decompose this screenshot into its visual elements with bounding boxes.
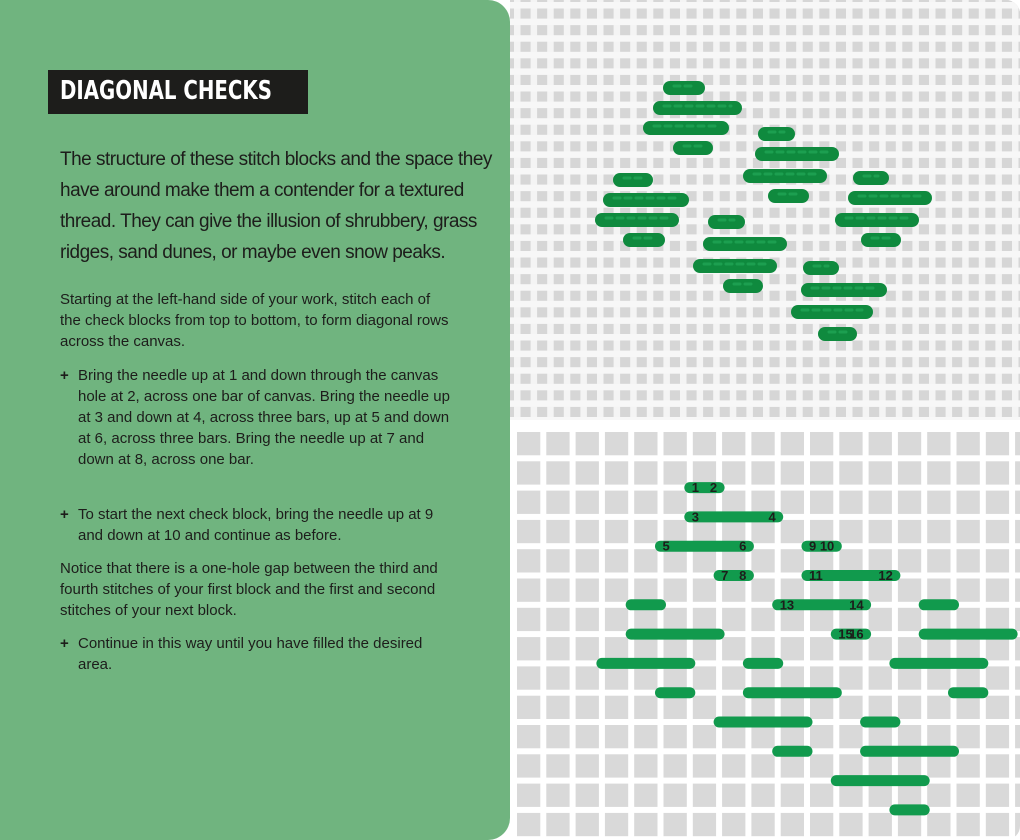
plus-icon: + <box>60 635 69 652</box>
canvas-hole <box>664 754 687 777</box>
canvas-hole <box>781 666 804 689</box>
canvas-hole <box>839 813 862 836</box>
canvas-thread-horizontal <box>510 52 1020 59</box>
canvas-hole <box>605 491 628 514</box>
canvas-hole <box>869 696 892 719</box>
stitch-number-label: 3 <box>691 509 700 525</box>
canvas-hole <box>693 549 716 572</box>
canvas-thread-horizontal <box>510 68 1020 75</box>
canvas-hole <box>810 637 833 660</box>
bullet-text-3: Continue in this way until you have filled the desired area. <box>78 635 423 673</box>
stitch-photo <box>510 0 1020 420</box>
stitch-number-label: 12 <box>878 568 893 583</box>
stitch-number-label: 1 <box>691 480 700 496</box>
canvas-hole <box>605 579 628 602</box>
canvas-hole <box>634 579 657 602</box>
canvas-hole <box>517 813 540 836</box>
canvas-hole <box>546 725 569 748</box>
canvas-hole <box>957 813 980 836</box>
canvas-hole <box>546 491 569 514</box>
canvas-hole <box>634 725 657 748</box>
canvas-hole <box>722 725 745 748</box>
stitch-number-label: 16 <box>849 626 864 642</box>
canvas-hole <box>693 725 716 748</box>
canvas-hole <box>605 725 628 748</box>
canvas-hole <box>1015 725 1020 748</box>
canvas-hole <box>957 520 980 543</box>
canvas-hole <box>810 813 833 836</box>
canvas-hole <box>634 608 657 631</box>
canvas-hole <box>839 666 862 689</box>
canvas-thread-horizontal <box>510 351 1020 358</box>
canvas-hole <box>898 432 921 455</box>
canvas-hole <box>546 666 569 689</box>
canvas-hole <box>927 549 950 572</box>
canvas-hole <box>546 784 569 807</box>
canvas-hole <box>664 696 687 719</box>
canvas-hole <box>1015 784 1020 807</box>
canvas-hole <box>986 520 1009 543</box>
canvas-thread-horizontal <box>510 384 1020 391</box>
intro-paragraph: The structure of these stitch blocks and the space they have around make them a contender for a textured thread. They can give the illusion of shrubbery, grass ridges, sand dunes, or maybe even snow peaks. <box>60 149 492 263</box>
canvas-hole <box>517 491 540 514</box>
canvas-hole <box>810 754 833 777</box>
canvas-hole <box>517 784 540 807</box>
stitch-number-label: 5 <box>662 538 670 554</box>
canvas-hole <box>664 813 687 836</box>
canvas-hole <box>693 432 716 455</box>
canvas-hole <box>781 491 804 514</box>
stitch-number-label: 8 <box>739 568 747 583</box>
canvas-hole <box>517 461 540 484</box>
canvas-hole <box>546 813 569 836</box>
canvas-hole <box>546 637 569 660</box>
canvas-hole <box>576 608 599 631</box>
canvas-hole <box>781 637 804 660</box>
stitch-number-label: 13 <box>779 597 795 613</box>
canvas-hole <box>781 813 804 836</box>
bullet-text-1: Bring the needle up at 1 and down through the canvas hole at 2, across one bar of canvas. Bring the needle up at 3 and down at 4, across three bars, up at 5 and down at 6, across three bars. Bring the needle up at 7 and down at 8, across one bar. <box>78 367 450 468</box>
plus-icon: + <box>60 506 69 523</box>
canvas-hole <box>1015 696 1020 719</box>
canvas-hole <box>605 432 628 455</box>
canvas-hole <box>546 579 569 602</box>
canvas-hole <box>751 461 774 484</box>
canvas-hole <box>839 461 862 484</box>
canvas-hole <box>722 608 745 631</box>
stitch-number-label: 14 <box>849 597 864 613</box>
canvas-hole <box>781 461 804 484</box>
canvas-hole <box>634 754 657 777</box>
canvas-hole <box>986 579 1009 602</box>
canvas-hole <box>664 461 687 484</box>
canvas-hole <box>986 608 1009 631</box>
canvas-hole <box>576 666 599 689</box>
canvas-hole <box>546 461 569 484</box>
stitch-number-label: 10 <box>819 538 835 554</box>
canvas-hole <box>722 491 745 514</box>
canvas-hole <box>664 784 687 807</box>
canvas-hole <box>546 432 569 455</box>
canvas-hole <box>605 696 628 719</box>
canvas-hole <box>898 491 921 514</box>
canvas-thread-horizontal <box>510 19 1020 26</box>
canvas-hole <box>751 666 774 689</box>
stitch-number-label: 4 <box>768 509 776 525</box>
canvas-hole <box>839 491 862 514</box>
canvas-hole <box>751 696 774 719</box>
canvas-hole <box>898 608 921 631</box>
canvas-hole <box>693 666 716 689</box>
canvas-hole <box>576 549 599 572</box>
canvas-hole <box>605 461 628 484</box>
canvas-hole <box>957 608 980 631</box>
canvas-hole <box>810 725 833 748</box>
canvas-hole <box>693 608 716 631</box>
canvas-hole <box>751 637 774 660</box>
canvas-hole <box>751 579 774 602</box>
canvas-hole <box>986 461 1009 484</box>
canvas-hole <box>751 432 774 455</box>
canvas-hole <box>986 696 1009 719</box>
canvas-hole <box>986 666 1009 689</box>
canvas-hole <box>869 784 892 807</box>
canvas-hole <box>869 637 892 660</box>
canvas-hole <box>810 608 833 631</box>
stitch-number-label: 2 <box>709 480 718 496</box>
canvas-hole <box>839 549 862 572</box>
canvas-hole <box>898 579 921 602</box>
canvas-thread-horizontal <box>510 85 1020 92</box>
canvas-hole <box>576 637 599 660</box>
canvas-thread-horizontal <box>510 118 1020 125</box>
canvas-hole <box>898 666 921 689</box>
canvas-hole <box>634 784 657 807</box>
canvas-hole <box>898 754 921 777</box>
canvas-hole <box>957 725 980 748</box>
canvas-hole <box>664 637 687 660</box>
canvas-hole <box>869 432 892 455</box>
canvas-hole <box>751 813 774 836</box>
canvas-hole <box>693 579 716 602</box>
stitch-chart-diagram <box>510 420 1020 840</box>
canvas-hole <box>839 754 862 777</box>
canvas-hole <box>1015 520 1020 543</box>
page-title: DIAGONAL CHECKS <box>60 76 272 106</box>
canvas-hole <box>957 579 980 602</box>
canvas-hole <box>810 461 833 484</box>
canvas-hole <box>634 666 657 689</box>
stitch-number-label: 11 <box>809 568 823 583</box>
canvas-hole <box>693 754 716 777</box>
canvas-hole <box>722 784 745 807</box>
canvas-hole <box>986 549 1009 572</box>
canvas-hole <box>546 549 569 572</box>
canvas-hole <box>781 725 804 748</box>
stitch-chart <box>510 420 1020 840</box>
canvas-hole <box>1015 432 1020 455</box>
canvas-hole <box>781 432 804 455</box>
canvas-hole <box>634 549 657 572</box>
canvas-hole <box>634 637 657 660</box>
canvas-hole <box>605 784 628 807</box>
canvas-hole <box>751 784 774 807</box>
canvas-hole <box>810 491 833 514</box>
stitch-number-label: 7 <box>721 568 729 583</box>
canvas-hole <box>869 520 892 543</box>
canvas-hole <box>1015 461 1020 484</box>
canvas-hole <box>927 579 950 602</box>
title-box <box>48 70 308 114</box>
canvas-thread-horizontal <box>510 2 1020 9</box>
canvas-hole <box>839 696 862 719</box>
canvas-hole <box>517 608 540 631</box>
canvas-hole <box>576 754 599 777</box>
canvas-hole <box>986 491 1009 514</box>
canvas-hole <box>869 608 892 631</box>
canvas-hole <box>605 549 628 572</box>
canvas-hole <box>869 813 892 836</box>
canvas-hole <box>927 784 950 807</box>
canvas-hole <box>986 637 1009 660</box>
canvas-hole <box>869 666 892 689</box>
canvas-hole <box>781 754 804 777</box>
canvas-hole <box>927 491 950 514</box>
canvas-hole <box>605 520 628 543</box>
canvas-hole <box>898 696 921 719</box>
canvas-hole <box>1015 549 1020 572</box>
canvas-hole <box>605 754 628 777</box>
canvas-hole <box>546 696 569 719</box>
canvas-hole <box>810 432 833 455</box>
canvas-hole <box>517 520 540 543</box>
canvas-hole <box>810 666 833 689</box>
canvas-hole <box>722 813 745 836</box>
canvas-thread-horizontal <box>510 317 1020 324</box>
canvas-hole <box>898 520 921 543</box>
canvas-hole <box>664 666 687 689</box>
canvas-hole <box>869 491 892 514</box>
canvas-hole <box>576 461 599 484</box>
canvas-hole <box>1015 813 1020 836</box>
canvas-hole <box>781 549 804 572</box>
canvas-hole <box>1015 666 1020 689</box>
canvas-thread-horizontal <box>510 334 1020 341</box>
canvas-hole <box>634 461 657 484</box>
canvas-thread-horizontal <box>510 400 1020 407</box>
canvas-hole <box>576 784 599 807</box>
canvas-hole <box>634 432 657 455</box>
canvas-thread-horizontal <box>510 251 1020 258</box>
canvas-hole <box>517 666 540 689</box>
canvas-hole <box>517 549 540 572</box>
canvas-hole <box>986 432 1009 455</box>
canvas-hole <box>986 754 1009 777</box>
canvas-hole <box>898 637 921 660</box>
canvas-hole <box>869 461 892 484</box>
canvas-hole <box>1015 608 1020 631</box>
canvas-hole <box>546 754 569 777</box>
canvas-hole <box>839 432 862 455</box>
canvas-hole <box>664 725 687 748</box>
canvas-hole <box>957 549 980 572</box>
canvas-hole <box>634 520 657 543</box>
canvas-hole <box>898 549 921 572</box>
canvas-hole <box>751 725 774 748</box>
canvas-hole <box>605 813 628 836</box>
canvas-hole <box>957 491 980 514</box>
canvas-hole <box>927 637 950 660</box>
canvas-thread-horizontal <box>510 301 1020 308</box>
canvas-hole <box>869 725 892 748</box>
canvas-hole <box>517 696 540 719</box>
canvas-hole <box>957 666 980 689</box>
canvas-hole <box>664 491 687 514</box>
canvas-hole <box>546 520 569 543</box>
canvas-hole <box>576 813 599 836</box>
canvas-hole <box>693 784 716 807</box>
canvas-hole <box>693 813 716 836</box>
canvas-hole <box>957 637 980 660</box>
canvas-hole <box>839 520 862 543</box>
canvas-thread-horizontal <box>510 185 1020 192</box>
canvas-hole <box>546 608 569 631</box>
canvas-hole <box>927 725 950 748</box>
canvas-hole <box>664 579 687 602</box>
canvas-hole <box>898 461 921 484</box>
stitch-number-label: 9 <box>809 538 817 554</box>
canvas-hole <box>781 696 804 719</box>
canvas-hole <box>751 608 774 631</box>
canvas-hole <box>781 520 804 543</box>
canvas-hole <box>664 432 687 455</box>
canvas-hole <box>1015 754 1020 777</box>
canvas-hole <box>781 784 804 807</box>
canvas-thread-horizontal <box>510 218 1020 225</box>
canvas-hole <box>957 432 980 455</box>
canvas-hole <box>810 696 833 719</box>
canvas-hole <box>576 432 599 455</box>
canvas-hole <box>751 754 774 777</box>
canvas-hole <box>605 608 628 631</box>
canvas-hole <box>517 432 540 455</box>
canvas-hole <box>576 696 599 719</box>
canvas-hole <box>927 432 950 455</box>
bullet-text-2: To start the next check block, bring the needle up at 9 and down at 10 and continue as before. <box>78 506 434 544</box>
canvas-hole <box>927 813 950 836</box>
canvas-hole <box>576 520 599 543</box>
canvas-hole <box>927 754 950 777</box>
canvas-hole <box>898 813 921 836</box>
instructions-paragraph: Starting at the left-hand side of your work, stitch each of the check blocks from top to bottom, to form diagonal rows across the canvas. <box>60 291 449 350</box>
canvas-hole <box>957 784 980 807</box>
canvas-hole <box>839 725 862 748</box>
canvas-hole <box>927 520 950 543</box>
canvas-hole <box>664 608 687 631</box>
plus-icon: + <box>60 367 69 384</box>
canvas-hole <box>1015 637 1020 660</box>
canvas-photo-image <box>510 0 1020 420</box>
canvas-hole <box>722 637 745 660</box>
canvas-thread-horizontal <box>510 35 1020 42</box>
canvas-hole <box>986 725 1009 748</box>
canvas-hole <box>927 608 950 631</box>
canvas-hole <box>576 491 599 514</box>
canvas-hole <box>1015 579 1020 602</box>
canvas-hole <box>722 461 745 484</box>
canvas-hole <box>898 725 921 748</box>
canvas-thread-horizontal <box>510 284 1020 291</box>
canvas-hole <box>517 637 540 660</box>
canvas-hole <box>634 696 657 719</box>
canvas-hole <box>986 813 1009 836</box>
canvas-hole <box>693 637 716 660</box>
canvas-hole <box>986 784 1009 807</box>
canvas-hole <box>957 754 980 777</box>
canvas-hole <box>898 784 921 807</box>
canvas-hole <box>634 813 657 836</box>
canvas-hole <box>517 754 540 777</box>
canvas-thread-horizontal <box>510 367 1020 374</box>
canvas-hole <box>751 549 774 572</box>
canvas-hole <box>927 696 950 719</box>
canvas-hole <box>517 725 540 748</box>
canvas-hole <box>722 666 745 689</box>
canvas-hole <box>722 696 745 719</box>
canvas-hole <box>839 784 862 807</box>
canvas-hole <box>927 461 950 484</box>
canvas-hole <box>605 637 628 660</box>
canvas-hole <box>957 461 980 484</box>
stitch-number-label: 6 <box>739 538 747 554</box>
canvas-hole <box>693 696 716 719</box>
notice-paragraph: Notice that there is a one-hole gap between the third and fourth stitches of your first block and the first and second stitches of your next block. <box>60 560 438 619</box>
canvas-hole <box>1015 491 1020 514</box>
canvas-hole <box>576 725 599 748</box>
canvas-hole <box>810 784 833 807</box>
canvas-hole <box>927 666 950 689</box>
canvas-hole <box>722 754 745 777</box>
canvas-hole <box>634 491 657 514</box>
canvas-hole <box>869 754 892 777</box>
canvas-hole <box>957 696 980 719</box>
stitch-number-label: 15 <box>838 626 853 642</box>
canvas-hole <box>576 579 599 602</box>
canvas-thread-horizontal <box>510 201 1020 208</box>
canvas-hole <box>605 666 628 689</box>
canvas-hole <box>722 432 745 455</box>
canvas-hole <box>517 579 540 602</box>
canvas-thread-horizontal <box>510 102 1020 109</box>
